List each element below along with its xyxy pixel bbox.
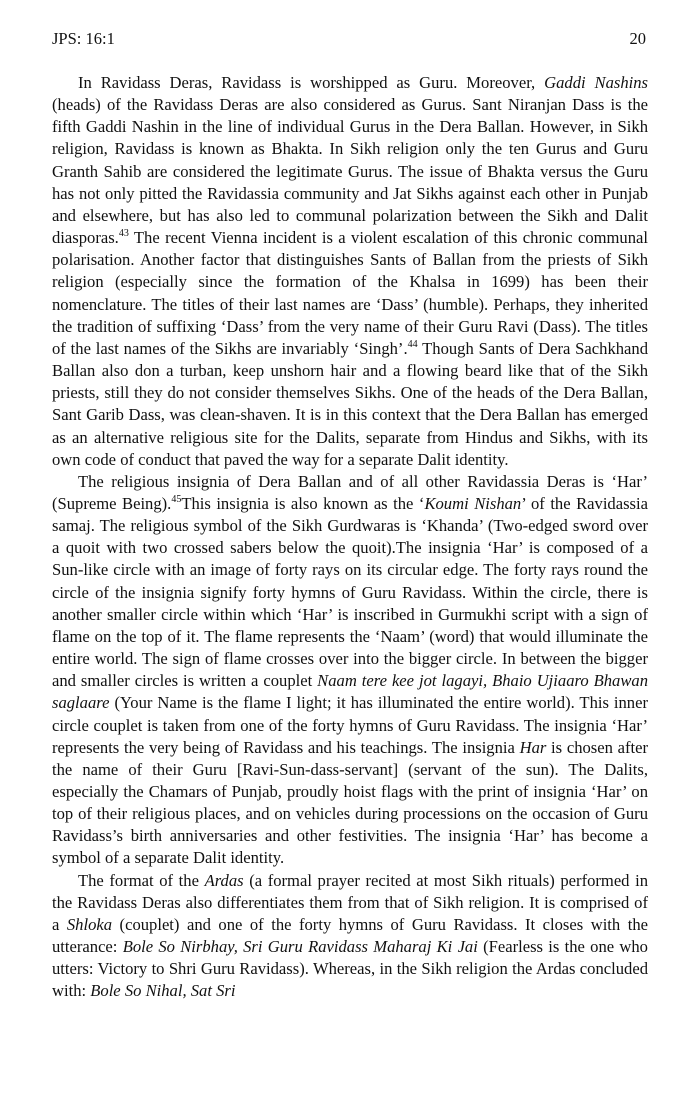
italic-utterance: Bole So Nihal, Sat Sri [90, 981, 236, 1001]
article-body [52, 72, 648, 1003]
footnote-ref-45: 45 [171, 493, 182, 505]
text-run: (Your Name is the flame I light; it has illuminated the entire world). This inner circle couplet is taken from one of the forty hymns of Guru Ravidass. The insignia ‘Har’ represents the very being of Ravidass and his teachings. The insignia [52, 693, 648, 757]
text-run: is chosen after the name of their Guru [Ravi-Sun-dass-servant] (servant of the sun). The Dalits, especially the Chamars of Punjab, proudly hoist flags with the print of insignia ‘Har’ on top of their religious places, and on vehicles during processions on the occasion of Guru Ravidass’s birth anniversaries and other festivities. The insignia ‘Har’ has become a symbol of a separate Dalit identity. [52, 737, 649, 868]
paragraph-3 [52, 870, 648, 1003]
paragraph-2 [52, 471, 648, 870]
text-run: This insignia is also known as the ‘ [181, 493, 425, 513]
italic-term: Ardas [204, 870, 244, 890]
text-run: The format of the [78, 870, 205, 890]
italic-term: Gaddi Nashins [544, 73, 648, 92]
text-run: The recent Vienna incident is a violent escalation of this chronic communal polarisation. Another factor that distinguishes Sants of Ballan from the priests of Sikh religion (especially since the formation of the Khalsa in 1699) has been their nomenclature. The titles of their last names are ‘Dass’ (humble). Perhaps, they inherited the tradition of suffixing ‘Dass’ from the very name of their Guru Ravi (Dass). The titles of the last names of the Sikhs are invariably ‘Singh’. [52, 228, 648, 358]
italic-couplet: Naam tere kee jot lagayi, Bhaio Ujiaaro Bhawan saglaare [52, 671, 648, 713]
italic-term: Koumi Nishan [424, 493, 522, 513]
text-run: Though Sants of Dera Sachkhand Ballan also don a turban, keep unshorn hair and a flowing beard like that of the Sikh priests, still they do not consider themselves Sikhs. One of the heads of the Dera Ballan, Sant Garib Dass, was clean-shaven. It is in this context that the Dera Ballan has emerged as an alternative religious site for the Dalits, separate from Hindus and Sikhs, with its own code of conduct that paved the way for a separate Dalit identity. [52, 338, 648, 469]
italic-utterance: Bole So Nirbhay, Sri Guru Ravidass Maharaj Ki Jai [122, 937, 478, 957]
running-header [52, 28, 646, 50]
paragraph-1 [52, 72, 648, 471]
footnote-ref-43: 43 [118, 228, 129, 240]
italic-term: Shloka [66, 914, 113, 934]
text-run: In Ravidass Deras, Ravidass is worshipped as Guru. Moreover, [78, 73, 545, 92]
text-run: (a formal prayer recited at most Sikh rituals) performed in the Ravidass Deras also differentiates them from that of Sikh religion. It is comprised of a [52, 870, 648, 934]
journal-citation: JPS: 16:1 [52, 29, 115, 48]
footnote-ref-44: 44 [407, 338, 418, 350]
text-run: ’ of the Ravidassia samaj. The religious symbol of the Sikh Gurdwaras is ‘Khanda’ (Two-edged sword over a quoit with two crossed sabers below the quoit).The insignia ‘Har’ is composed of a Sun-like circle with an image of forty rays on its circular edge. The forty rays round the circle of the insignia signify forty hymns of Guru Ravidass. Within the circle, there is another smaller circle within which ‘Har’ is inscribed in Gurmukhi script with a sign of flame on the top of it. The flame represents the ‘Naam’ (word) that would illuminate the entire world. The sign of flame crosses over into the bigger circle. In between the bigger and smaller circles is written a couplet [52, 493, 648, 691]
text-run: (heads) of the Ravidass Deras are also considered as Gurus. Sant Niranjan Dass is the fifth Gaddi Nashin in the line of individual Gurus in the Dera Ballan. However, in Sikh religion, Ravidass is known as Bhakta. In Sikh religion only the ten Gurus and Guru Granth Sahib are considered the legitimate Gurus. The issue of Bhakta versus the Guru has not only pitted the Ravidassia community and Jat Sikhs against each other in Punjab and elsewhere, but has also led to communal polarization between the Sikh and Dalit diasporas. [52, 95, 648, 248]
italic-term: Har [519, 737, 547, 757]
text-run: (couplet) and one of the forty hymns of Guru Ravidass. It closes with the utterance: [52, 914, 648, 957]
text-run: (Fearless is the one who utters: Victory to Shri Guru Ravidass). Whereas, in the Sikh religion the Ardas concluded with: [52, 937, 648, 1001]
page-number: 20 [629, 29, 646, 48]
text-run: The religious insignia of Dera Ballan and of all other Ravidassia Deras is ‘Har’ (Supreme Being). [52, 471, 648, 513]
